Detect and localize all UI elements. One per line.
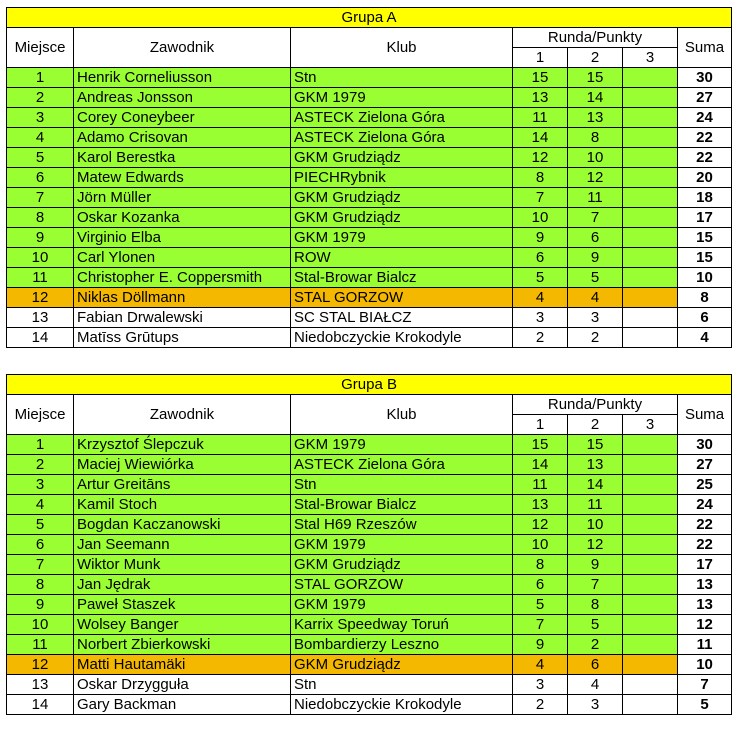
round-1-cell: 13	[513, 88, 568, 108]
club-cell: Stal-Browar Bialcz	[291, 495, 513, 515]
round-1-cell: 6	[513, 575, 568, 595]
header-place: Miejsce	[7, 395, 74, 435]
place-cell: 13	[7, 308, 74, 328]
rider-cell: Matti Hautamäki	[74, 655, 291, 675]
round-3-cell	[623, 268, 678, 288]
sum-cell: 13	[678, 575, 732, 595]
round-1-cell: 8	[513, 555, 568, 575]
round-2-cell: 12	[568, 535, 623, 555]
rider-cell: Jan Seemann	[74, 535, 291, 555]
round-2-cell: 3	[568, 695, 623, 715]
club-cell: GKM 1979	[291, 228, 513, 248]
round-1-cell: 7	[513, 188, 568, 208]
round-1-cell: 14	[513, 455, 568, 475]
sum-cell: 8	[678, 288, 732, 308]
table-row	[7, 168, 732, 188]
round-1-cell: 9	[513, 635, 568, 655]
table-row	[7, 308, 732, 328]
club-cell: Bombardierzy Leszno	[291, 635, 513, 655]
table-row	[7, 148, 732, 168]
rider-cell: Henrik Corneliusson	[74, 68, 291, 88]
round-3-cell	[623, 695, 678, 715]
round-2-cell: 3	[568, 308, 623, 328]
round-3-cell	[623, 68, 678, 88]
rider-cell: Bogdan Kaczanowski	[74, 515, 291, 535]
rider-cell: Niklas Döllmann	[74, 288, 291, 308]
place-cell: 12	[7, 655, 74, 675]
round-2-cell: 5	[568, 268, 623, 288]
rider-cell: Oskar Kozanka	[74, 208, 291, 228]
club-cell: Stal H69 Rzeszów	[291, 515, 513, 535]
round-1-cell: 5	[513, 268, 568, 288]
round-2-cell: 9	[568, 248, 623, 268]
round-2-cell: 14	[568, 475, 623, 495]
header-round-1: 1	[513, 48, 568, 68]
club-cell: SC STAL BIAŁCZ	[291, 308, 513, 328]
place-cell: 10	[7, 248, 74, 268]
sum-cell: 30	[678, 435, 732, 455]
round-3-cell	[623, 555, 678, 575]
place-cell: 2	[7, 455, 74, 475]
sum-cell: 17	[678, 208, 732, 228]
round-1-cell: 10	[513, 208, 568, 228]
round-2-cell: 15	[568, 435, 623, 455]
round-3-cell	[623, 308, 678, 328]
place-cell: 9	[7, 595, 74, 615]
club-cell: Niedobczyckie Krokodyle	[291, 695, 513, 715]
place-cell: 13	[7, 675, 74, 695]
round-2-cell: 2	[568, 328, 623, 348]
round-2-cell: 15	[568, 68, 623, 88]
place-cell: 2	[7, 88, 74, 108]
header-rider: Zawodnik	[74, 28, 291, 68]
rider-cell: Oskar Drzygguła	[74, 675, 291, 695]
header-rounds: Runda/Punkty	[513, 28, 678, 48]
round-3-cell	[623, 475, 678, 495]
round-3-cell	[623, 148, 678, 168]
rider-cell: Corey Coneybeer	[74, 108, 291, 128]
club-cell: GKM Grudziądz	[291, 188, 513, 208]
round-2-cell: 10	[568, 515, 623, 535]
rider-cell: Jörn Müller	[74, 188, 291, 208]
rider-cell: Andreas Jonsson	[74, 88, 291, 108]
header-sum: Suma	[678, 28, 732, 68]
round-3-cell	[623, 288, 678, 308]
round-2-cell: 8	[568, 595, 623, 615]
round-3-cell	[623, 635, 678, 655]
table-row	[7, 535, 732, 555]
round-1-cell: 11	[513, 108, 568, 128]
header-club: Klub	[291, 28, 513, 68]
round-2-cell: 14	[568, 88, 623, 108]
header-round-3: 3	[623, 48, 678, 68]
rider-cell: Artur Greitāns	[74, 475, 291, 495]
group-title: Grupa A	[7, 8, 732, 28]
round-3-cell	[623, 595, 678, 615]
round-2-cell: 7	[568, 575, 623, 595]
club-cell: Stn	[291, 475, 513, 495]
round-2-cell: 10	[568, 148, 623, 168]
header-place: Miejsce	[7, 28, 74, 68]
rider-cell: Matīss Grūtups	[74, 328, 291, 348]
club-cell: Niedobczyckie Krokodyle	[291, 328, 513, 348]
round-3-cell	[623, 108, 678, 128]
round-3-cell	[623, 248, 678, 268]
sum-cell: 10	[678, 655, 732, 675]
rider-cell: Jan Jędrak	[74, 575, 291, 595]
sum-cell: 24	[678, 108, 732, 128]
club-cell: GKM Grudziądz	[291, 208, 513, 228]
group-b-table	[6, 374, 732, 715]
place-cell: 5	[7, 148, 74, 168]
club-cell: Stal-Browar Bialcz	[291, 268, 513, 288]
sum-cell: 18	[678, 188, 732, 208]
round-2-cell: 7	[568, 208, 623, 228]
table-row	[7, 675, 732, 695]
round-1-cell: 11	[513, 475, 568, 495]
round-2-cell: 6	[568, 655, 623, 675]
club-cell: Karrix Speedway Toruń	[291, 615, 513, 635]
rider-cell: Kamil Stoch	[74, 495, 291, 515]
round-3-cell	[623, 495, 678, 515]
round-2-cell: 8	[568, 128, 623, 148]
sum-cell: 27	[678, 455, 732, 475]
place-cell: 4	[7, 495, 74, 515]
table-row	[7, 495, 732, 515]
sum-cell: 20	[678, 168, 732, 188]
table-row	[7, 615, 732, 635]
sum-cell: 22	[678, 148, 732, 168]
rider-cell: Paweł Staszek	[74, 595, 291, 615]
club-cell: GKM Grudziądz	[291, 148, 513, 168]
rider-cell: Norbert Zbierkowski	[74, 635, 291, 655]
round-1-cell: 12	[513, 515, 568, 535]
round-2-cell: 12	[568, 168, 623, 188]
club-cell: GKM 1979	[291, 435, 513, 455]
sum-cell: 13	[678, 595, 732, 615]
round-1-cell: 13	[513, 495, 568, 515]
round-3-cell	[623, 535, 678, 555]
sum-cell: 24	[678, 495, 732, 515]
table-row	[7, 695, 732, 715]
round-2-cell: 4	[568, 675, 623, 695]
table-row	[7, 228, 732, 248]
sum-cell: 11	[678, 635, 732, 655]
round-3-cell	[623, 455, 678, 475]
round-1-cell: 3	[513, 308, 568, 328]
round-1-cell: 15	[513, 68, 568, 88]
round-1-cell: 8	[513, 168, 568, 188]
place-cell: 9	[7, 228, 74, 248]
table-row	[7, 635, 732, 655]
place-cell: 5	[7, 515, 74, 535]
table-row	[7, 475, 732, 495]
round-3-cell	[623, 168, 678, 188]
rider-cell: Maciej Wiewiórka	[74, 455, 291, 475]
round-2-cell: 5	[568, 615, 623, 635]
rider-cell: Fabian Drwalewski	[74, 308, 291, 328]
header-rounds: Runda/Punkty	[513, 395, 678, 415]
sum-cell: 25	[678, 475, 732, 495]
place-cell: 7	[7, 188, 74, 208]
round-1-cell: 9	[513, 228, 568, 248]
group-title: Grupa B	[7, 375, 732, 395]
table-row	[7, 455, 732, 475]
sum-cell: 12	[678, 615, 732, 635]
round-3-cell	[623, 435, 678, 455]
round-2-cell: 13	[568, 455, 623, 475]
sum-cell: 6	[678, 308, 732, 328]
sum-cell: 7	[678, 675, 732, 695]
round-3-cell	[623, 188, 678, 208]
round-2-cell: 11	[568, 495, 623, 515]
club-cell: PIECHRybnik	[291, 168, 513, 188]
round-3-cell	[623, 88, 678, 108]
round-1-cell: 5	[513, 595, 568, 615]
round-2-cell: 4	[568, 288, 623, 308]
rider-cell: Wolsey Banger	[74, 615, 291, 635]
place-cell: 1	[7, 435, 74, 455]
round-1-cell: 3	[513, 675, 568, 695]
sum-cell: 10	[678, 268, 732, 288]
table-row	[7, 108, 732, 128]
table-row	[7, 248, 732, 268]
round-3-cell	[623, 515, 678, 535]
round-3-cell	[623, 208, 678, 228]
table-row	[7, 128, 732, 148]
place-cell: 11	[7, 268, 74, 288]
table-row	[7, 515, 732, 535]
sum-cell: 27	[678, 88, 732, 108]
sum-cell: 22	[678, 535, 732, 555]
round-1-cell: 2	[513, 328, 568, 348]
place-cell: 6	[7, 168, 74, 188]
club-cell: ASTECK Zielona Góra	[291, 455, 513, 475]
place-cell: 14	[7, 328, 74, 348]
table-row	[7, 555, 732, 575]
table-row	[7, 268, 732, 288]
place-cell: 14	[7, 695, 74, 715]
club-cell: ROW	[291, 248, 513, 268]
rider-cell: Krzysztof Ślepczuk	[74, 435, 291, 455]
table-row	[7, 435, 732, 455]
round-2-cell: 6	[568, 228, 623, 248]
round-2-cell: 9	[568, 555, 623, 575]
club-cell: GKM 1979	[291, 88, 513, 108]
sum-cell: 22	[678, 128, 732, 148]
table-row	[7, 68, 732, 88]
club-cell: GKM 1979	[291, 535, 513, 555]
table-row	[7, 188, 732, 208]
round-1-cell: 7	[513, 615, 568, 635]
rider-cell: Matew Edwards	[74, 168, 291, 188]
club-cell: STAL GORZOW	[291, 575, 513, 595]
round-3-cell	[623, 128, 678, 148]
place-cell: 4	[7, 128, 74, 148]
table-row	[7, 595, 732, 615]
rider-cell: Christopher E. Coppersmith	[74, 268, 291, 288]
sum-cell: 17	[678, 555, 732, 575]
rider-cell: Wiktor Munk	[74, 555, 291, 575]
club-cell: GKM Grudziądz	[291, 655, 513, 675]
header-sum: Suma	[678, 395, 732, 435]
round-1-cell: 12	[513, 148, 568, 168]
round-3-cell	[623, 655, 678, 675]
header-rider: Zawodnik	[74, 395, 291, 435]
place-cell: 11	[7, 635, 74, 655]
round-1-cell: 4	[513, 655, 568, 675]
sum-cell: 5	[678, 695, 732, 715]
club-cell: STAL GORZOW	[291, 288, 513, 308]
club-cell: Stn	[291, 675, 513, 695]
place-cell: 10	[7, 615, 74, 635]
sum-cell: 22	[678, 515, 732, 535]
round-1-cell: 6	[513, 248, 568, 268]
table-row	[7, 208, 732, 228]
header-round-2: 2	[568, 415, 623, 435]
place-cell: 12	[7, 288, 74, 308]
sum-cell: 30	[678, 68, 732, 88]
rider-cell: Carl Ylonen	[74, 248, 291, 268]
round-3-cell	[623, 228, 678, 248]
round-2-cell: 11	[568, 188, 623, 208]
club-cell: ASTECK Zielona Góra	[291, 128, 513, 148]
club-cell: GKM Grudziądz	[291, 555, 513, 575]
header-round-1: 1	[513, 415, 568, 435]
rider-cell: Virginio Elba	[74, 228, 291, 248]
round-1-cell: 4	[513, 288, 568, 308]
place-cell: 1	[7, 68, 74, 88]
place-cell: 7	[7, 555, 74, 575]
place-cell: 6	[7, 535, 74, 555]
round-3-cell	[623, 615, 678, 635]
sum-cell: 15	[678, 248, 732, 268]
place-cell: 3	[7, 108, 74, 128]
rider-cell: Karol Berestka	[74, 148, 291, 168]
table-row	[7, 288, 732, 308]
round-3-cell	[623, 675, 678, 695]
table-row	[7, 655, 732, 675]
rider-cell: Gary Backman	[74, 695, 291, 715]
club-cell: Stn	[291, 68, 513, 88]
rider-cell: Adamo Crisovan	[74, 128, 291, 148]
sum-cell: 15	[678, 228, 732, 248]
group-a-table	[6, 7, 732, 348]
place-cell: 8	[7, 208, 74, 228]
place-cell: 8	[7, 575, 74, 595]
round-3-cell	[623, 328, 678, 348]
round-2-cell: 2	[568, 635, 623, 655]
round-1-cell: 10	[513, 535, 568, 555]
round-1-cell: 14	[513, 128, 568, 148]
table-row	[7, 575, 732, 595]
round-3-cell	[623, 575, 678, 595]
header-round-3: 3	[623, 415, 678, 435]
round-1-cell: 2	[513, 695, 568, 715]
header-club: Klub	[291, 395, 513, 435]
table-row	[7, 328, 732, 348]
sum-cell: 4	[678, 328, 732, 348]
club-cell: ASTECK Zielona Góra	[291, 108, 513, 128]
round-1-cell: 15	[513, 435, 568, 455]
place-cell: 3	[7, 475, 74, 495]
header-round-2: 2	[568, 48, 623, 68]
round-2-cell: 13	[568, 108, 623, 128]
table-row	[7, 88, 732, 108]
club-cell: GKM 1979	[291, 595, 513, 615]
